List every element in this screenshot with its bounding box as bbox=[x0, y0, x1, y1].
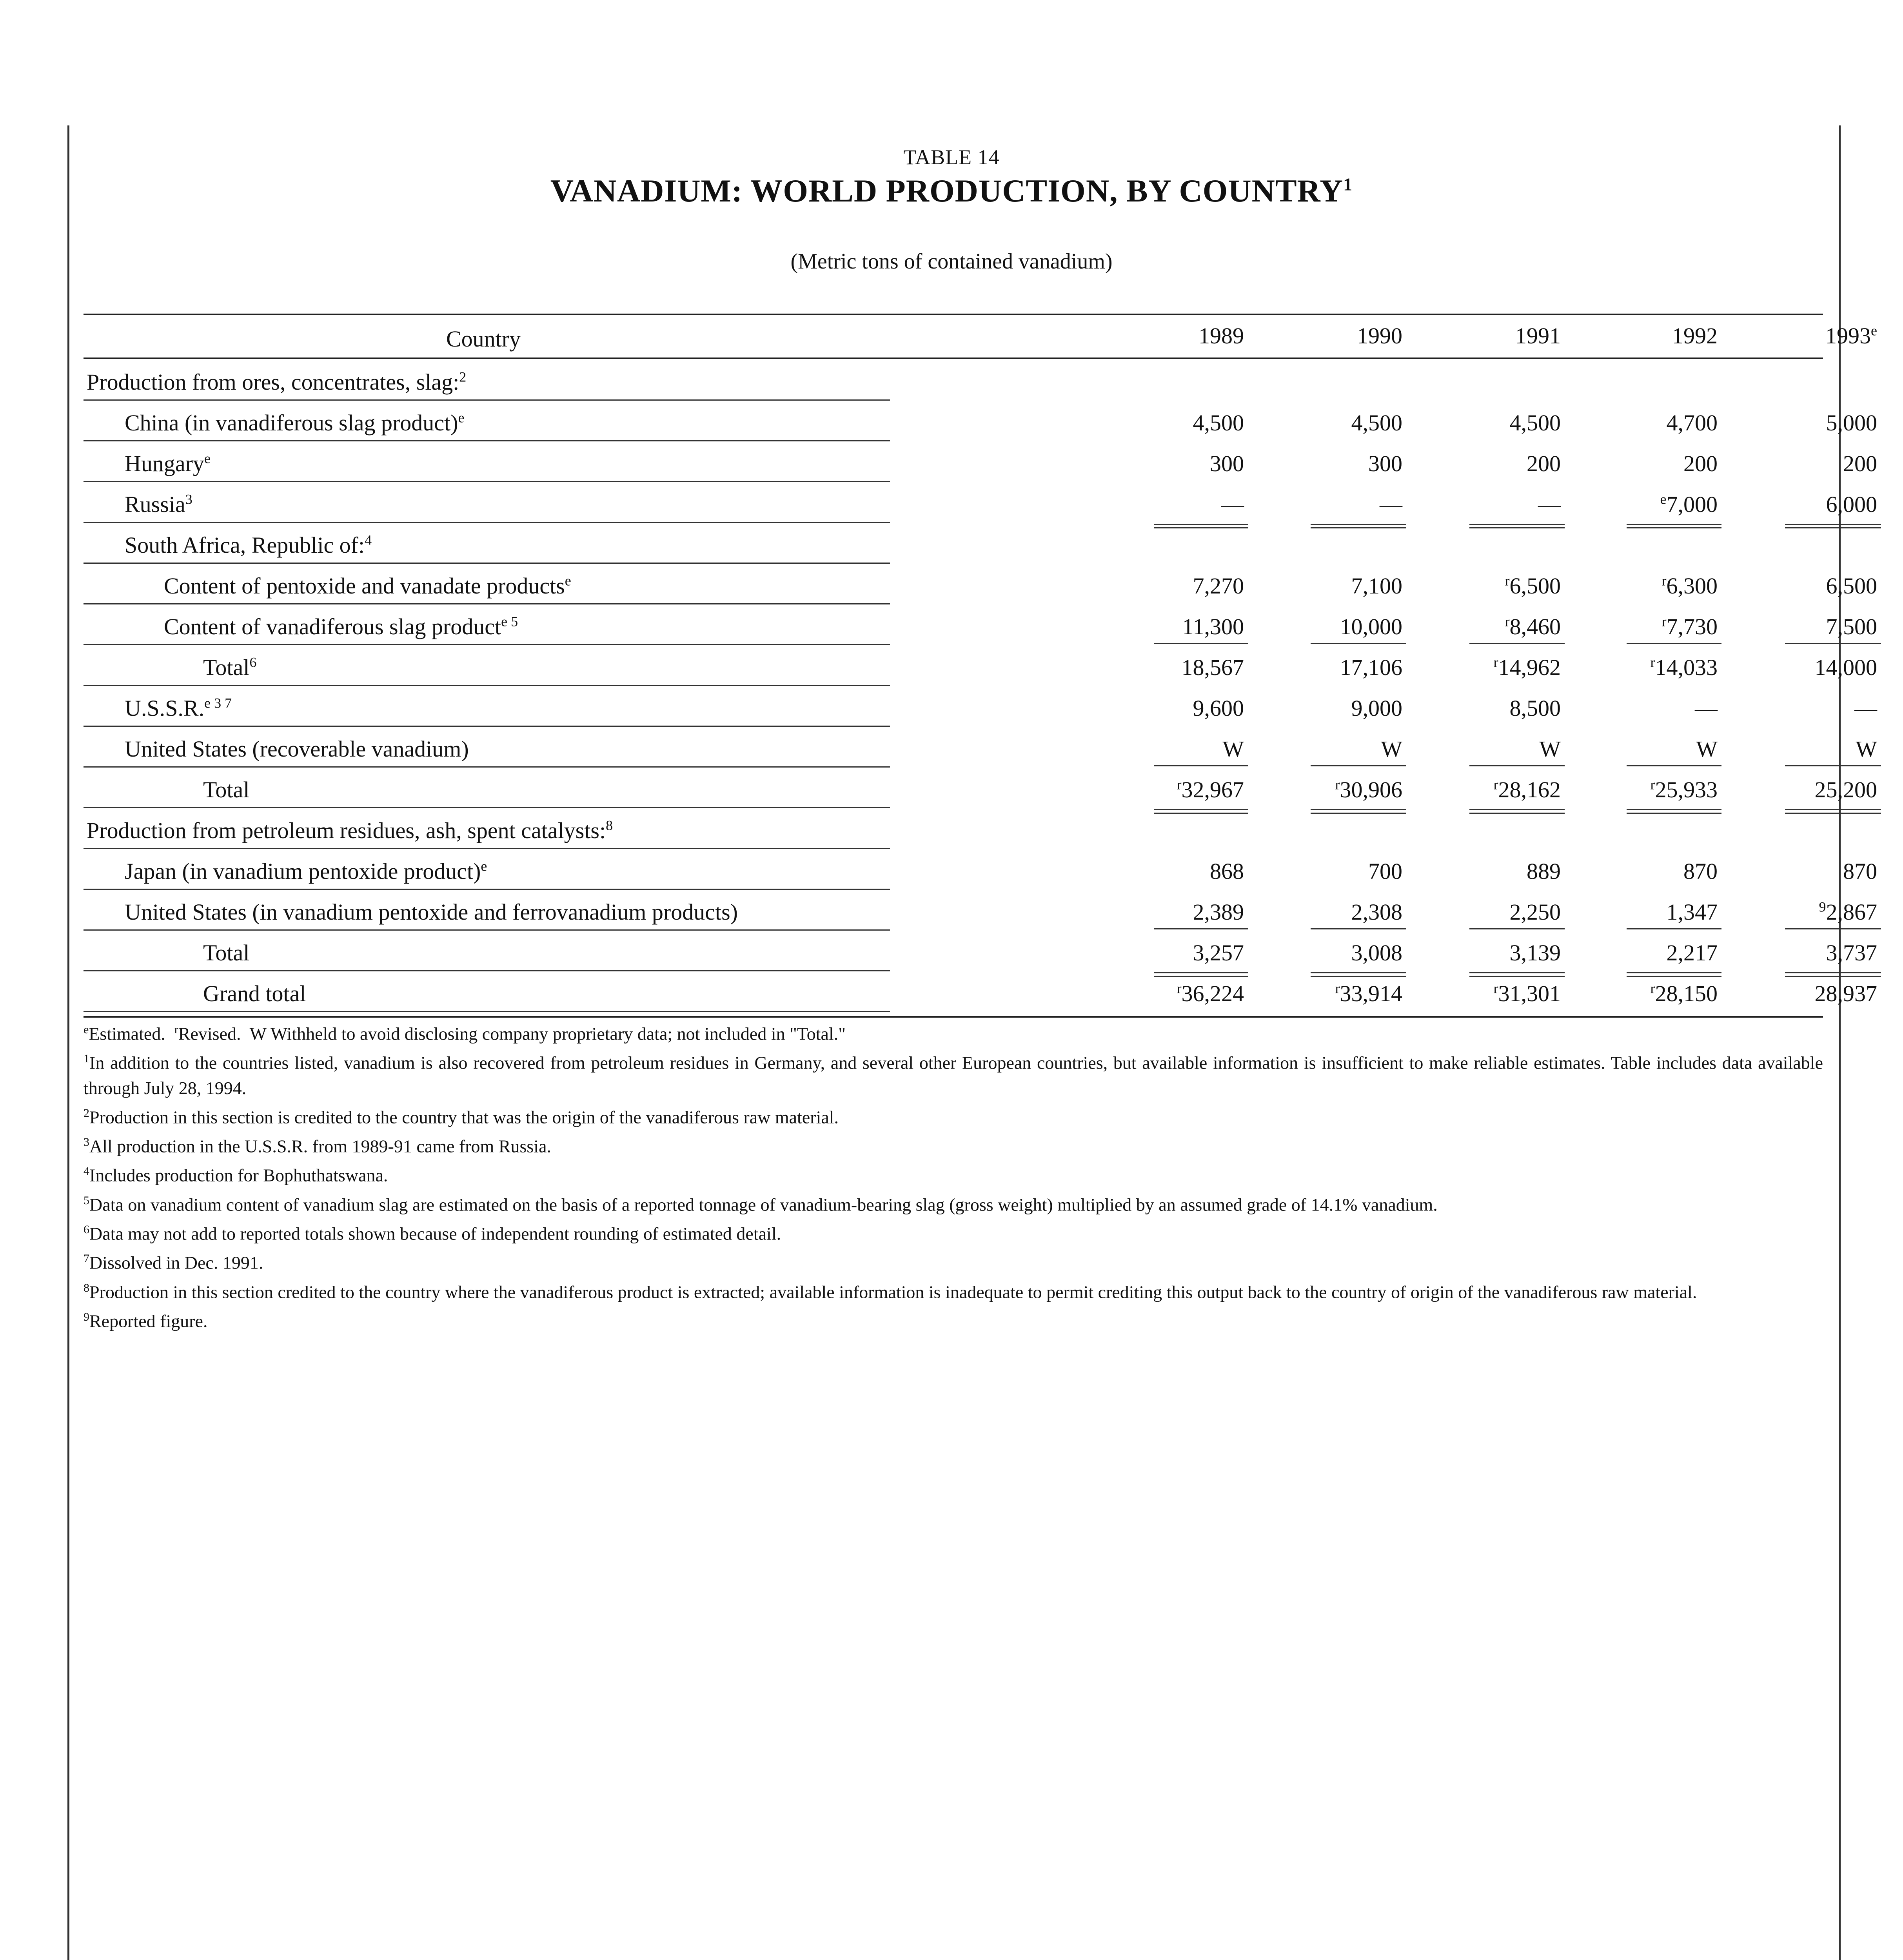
table-row bbox=[84, 441, 1877, 482]
total-rule bbox=[1785, 928, 1881, 929]
table-cell: $^9$2,867 bbox=[1819, 899, 1877, 925]
table-cell: $^r$14,033 bbox=[1650, 654, 1718, 680]
table-cell: 4,500 bbox=[1509, 410, 1561, 436]
table-header-row bbox=[84, 317, 1877, 358]
footnote: $^3$All production in the U.S.S.R. from 1989-91 came from Russia. bbox=[84, 1135, 551, 1156]
table-cell: 200 bbox=[1683, 451, 1718, 476]
total-rule bbox=[1627, 765, 1721, 766]
table-cell: W bbox=[1539, 736, 1561, 762]
table-cell: 889 bbox=[1527, 858, 1561, 884]
table-row bbox=[84, 604, 1877, 645]
column-header-1990: 1990 bbox=[1357, 323, 1402, 348]
table-cell: 700 bbox=[1368, 858, 1402, 884]
column-header-1992: 1992 bbox=[1672, 323, 1718, 348]
table-cell: 2,308 bbox=[1351, 899, 1402, 925]
table-title-footnote-mark: 1 bbox=[1343, 174, 1353, 194]
table-cell: — bbox=[1221, 492, 1244, 517]
table-cell: $^r$6,500 bbox=[1505, 573, 1561, 599]
double-total-rule bbox=[1311, 972, 1406, 977]
table-cell: 14,000 bbox=[1814, 655, 1877, 680]
total-rule bbox=[1469, 928, 1565, 929]
table-row bbox=[84, 482, 1877, 523]
total-rule bbox=[1627, 643, 1721, 644]
table-cell: — bbox=[1854, 695, 1877, 721]
total-rule bbox=[1627, 928, 1721, 929]
row-label: Production from ores, concentrates, slag:$^2$ bbox=[87, 369, 467, 395]
table-cell: 4,500 bbox=[1351, 410, 1402, 436]
footnote: $^6$Data may not add to reported totals shown because of independent rounding of estimated detail. bbox=[84, 1223, 781, 1244]
table-cell: 5,000 bbox=[1826, 410, 1877, 436]
table-cell: $^e$7,000 bbox=[1660, 491, 1718, 517]
row-label: China (in vanadiferous slag product)$^e$ bbox=[125, 410, 465, 436]
table-cell: — bbox=[1695, 695, 1718, 721]
table-cell: 2,217 bbox=[1666, 940, 1718, 965]
table-row bbox=[84, 645, 1877, 686]
footnote: $^4$Includes production for Bophuthatswana. bbox=[84, 1165, 388, 1185]
footnote: $^9$Reported figure. bbox=[84, 1310, 208, 1331]
total-rule bbox=[1154, 765, 1248, 766]
row-label: Japan (in vanadium pentoxide product)$^e$ bbox=[125, 858, 487, 884]
double-total-rule bbox=[1469, 972, 1565, 977]
table-row bbox=[84, 401, 1877, 441]
row-leader-rule bbox=[84, 1011, 890, 1012]
table-header-rule bbox=[84, 358, 1823, 359]
table-cell: $^r$14,962 bbox=[1493, 654, 1561, 680]
table-cell: — bbox=[1538, 492, 1561, 517]
total-rule bbox=[1469, 765, 1565, 766]
row-label: Content of vanadiferous slag product$^{e 5}$ bbox=[164, 613, 518, 639]
table-row bbox=[84, 849, 1877, 890]
table-cell: 200 bbox=[1527, 451, 1561, 476]
table-cell: 9,600 bbox=[1193, 695, 1244, 721]
table-cell: 2,250 bbox=[1509, 899, 1561, 925]
table-cell: 6,500 bbox=[1826, 573, 1877, 599]
table-cell: 300 bbox=[1210, 451, 1244, 476]
table-cell: $^r$8,460 bbox=[1505, 613, 1561, 639]
table-cell: $^r$7,730 bbox=[1661, 613, 1718, 639]
column-header-1991: 1991 bbox=[1515, 323, 1561, 348]
table-row bbox=[84, 727, 1877, 768]
footnote: $^8$Production in this section credited to the country where the vanadiferous product is extracted; available information is inadequate to permit crediting this output back to the country of origin of the vanadiferous raw material. bbox=[84, 1281, 1697, 1302]
footnote-legend: $^e$Estimated. $^r$Revised. W Withheld to avoid disclosing company proprietary data; not included in "Total." bbox=[84, 1023, 846, 1044]
double-total-rule bbox=[1785, 524, 1881, 528]
total-rule bbox=[1154, 928, 1248, 929]
table-title bbox=[0, 172, 1903, 209]
footnote: $^5$Data on vanadium content of vanadium slag are estimated on the basis of a reported tonnage of vanadium-bearing slag (gross weight) multiplied by an assumed grade of 14.1% vanadium. bbox=[84, 1194, 1438, 1214]
table-cell: $^r$25,933 bbox=[1650, 777, 1718, 802]
table-row bbox=[84, 523, 1823, 564]
double-total-rule bbox=[1154, 809, 1248, 814]
table-cell: $^r$28,150 bbox=[1650, 980, 1718, 1006]
table-cell: 1,347 bbox=[1666, 899, 1718, 925]
table-cell: 3,257 bbox=[1193, 940, 1244, 965]
double-total-rule bbox=[1627, 809, 1721, 814]
footnote: $^2$Production in this section is credited to the country that was the origin of the vanadiferous raw material. bbox=[84, 1106, 839, 1127]
table-cell: 200 bbox=[1843, 451, 1877, 476]
table-cell: 870 bbox=[1683, 858, 1718, 884]
table-row bbox=[84, 768, 1877, 808]
row-label: U.S.S.R.$^{e 3 7}$ bbox=[125, 695, 232, 721]
total-rule bbox=[1785, 765, 1881, 766]
table-cell: 868 bbox=[1210, 858, 1244, 884]
row-label: Russia$^3$ bbox=[125, 491, 192, 517]
row-label: Total$^6$ bbox=[203, 654, 257, 680]
table-cell: W bbox=[1696, 736, 1718, 762]
table-top-rule bbox=[84, 314, 1823, 315]
double-total-rule bbox=[1469, 524, 1565, 528]
total-rule bbox=[1154, 643, 1248, 644]
right-margin-rule bbox=[1839, 125, 1841, 1960]
row-label: Total bbox=[203, 940, 250, 965]
double-total-rule bbox=[1627, 524, 1721, 528]
table-row bbox=[84, 931, 1877, 971]
table-row bbox=[84, 564, 1877, 604]
table-cell: 28,937 bbox=[1814, 981, 1877, 1006]
row-label: South Africa, Republic of:$^4$ bbox=[125, 532, 372, 558]
column-header-1993: 1993e bbox=[1825, 323, 1877, 348]
table-cell: $^r$32,967 bbox=[1177, 777, 1244, 802]
table-row bbox=[84, 890, 1877, 931]
row-label: Production from petroleum residues, ash, spent catalysts:$^8$ bbox=[87, 817, 613, 843]
table-cell: $^r$33,914 bbox=[1335, 980, 1402, 1006]
row-label: Content of pentoxide and vanadate products$^e$ bbox=[164, 573, 571, 599]
double-total-rule bbox=[1469, 809, 1565, 814]
double-total-rule bbox=[1785, 809, 1881, 814]
total-rule bbox=[1311, 643, 1406, 644]
table-cell: W bbox=[1856, 736, 1877, 762]
row-label: Total bbox=[203, 777, 250, 802]
table-cell: $^r$28,162 bbox=[1493, 777, 1561, 802]
table-cell: W bbox=[1381, 736, 1402, 762]
table-cell: 11,300 bbox=[1182, 614, 1244, 639]
double-total-rule bbox=[1785, 972, 1881, 977]
total-rule bbox=[1469, 643, 1565, 644]
table-cell: $^r$36,224 bbox=[1177, 980, 1244, 1006]
table-cell: 25,200 bbox=[1814, 777, 1877, 802]
double-total-rule bbox=[1154, 524, 1248, 528]
double-total-rule bbox=[1154, 972, 1248, 977]
total-rule bbox=[1311, 928, 1406, 929]
table-cell: 3,737 bbox=[1826, 940, 1877, 965]
table-row bbox=[84, 360, 1823, 401]
table-cell: 2,389 bbox=[1193, 899, 1244, 925]
table-cell: 4,700 bbox=[1666, 410, 1718, 436]
table-cell: — bbox=[1380, 492, 1402, 517]
table-cell: W bbox=[1222, 736, 1244, 762]
table-cell: 870 bbox=[1843, 858, 1877, 884]
footnote: $^1$In addition to the countries listed, vanadium is also recovered from petroleum residues in Germany, and several other European countries, but available information is insufficient to make reliable estimates. Table includes data available through July 28, 1994. bbox=[84, 1052, 1823, 1098]
table-row bbox=[84, 971, 1877, 1012]
table-cell: 7,100 bbox=[1351, 573, 1402, 599]
table-cell: 9,000 bbox=[1351, 695, 1402, 721]
double-total-rule bbox=[1311, 524, 1406, 528]
table-cell: 7,270 bbox=[1193, 573, 1244, 599]
column-header-1989: 1989 bbox=[1198, 323, 1244, 348]
table-cell: 3,008 bbox=[1351, 940, 1402, 965]
table-cell: 18,567 bbox=[1181, 655, 1244, 680]
row-label: Hungary$^e$ bbox=[125, 450, 211, 476]
row-label: Grand total bbox=[203, 981, 306, 1006]
table-cell: 6,000 bbox=[1826, 492, 1877, 517]
row-label: United States (recoverable vanadium) bbox=[125, 736, 469, 762]
table-cell: 7,500 bbox=[1826, 614, 1877, 639]
left-margin-rule bbox=[67, 125, 69, 1960]
column-header-country: Country bbox=[446, 326, 521, 352]
table-cell: 8,500 bbox=[1509, 695, 1561, 721]
table-cell: 10,000 bbox=[1340, 614, 1402, 639]
table-units: (Metric tons of contained vanadium) bbox=[790, 249, 1113, 274]
table-cell: 300 bbox=[1368, 451, 1402, 476]
double-total-rule bbox=[1311, 809, 1406, 814]
table-row bbox=[84, 686, 1877, 727]
footnote: $^7$Dissolved in Dec. 1991. bbox=[84, 1252, 263, 1273]
double-total-rule bbox=[1627, 972, 1721, 977]
table-title-text: VANADIUM: WORLD PRODUCTION, BY COUNTRY bbox=[550, 173, 1344, 209]
table-cell: $^r$30,906 bbox=[1335, 777, 1402, 802]
table-cell: 17,106 bbox=[1340, 655, 1402, 680]
table-number: TABLE 14 bbox=[903, 145, 1000, 169]
table-cell: $^r$31,301 bbox=[1493, 980, 1561, 1006]
total-rule bbox=[1311, 765, 1406, 766]
table-cell: $^r$6,300 bbox=[1661, 573, 1718, 599]
footnotes bbox=[84, 1017, 1823, 1334]
row-label: United States (in vanadium pentoxide and ferrovanadium products) bbox=[125, 899, 738, 925]
total-rule bbox=[1785, 643, 1881, 644]
table-cell: 3,139 bbox=[1509, 940, 1561, 965]
table-row bbox=[84, 808, 1823, 849]
table-cell: 4,500 bbox=[1193, 410, 1244, 436]
